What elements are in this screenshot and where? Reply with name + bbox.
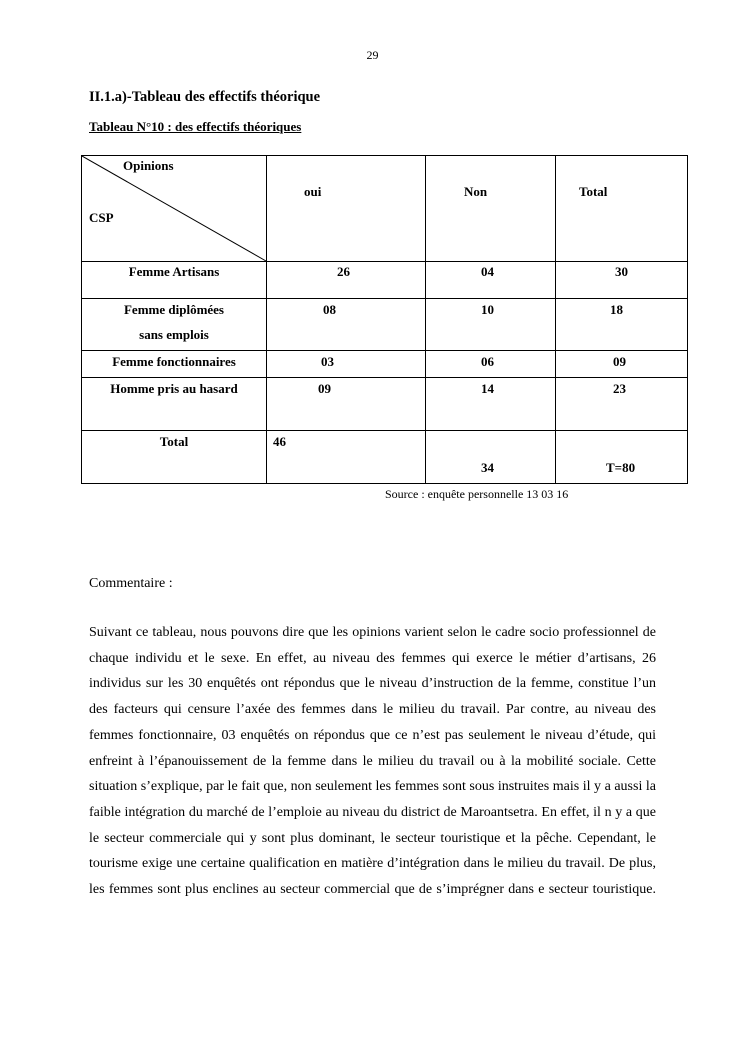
comment-paragraph: Suivant ce tableau, nous pouvons dire que les opinions varient selon le cadre socio professionnel de chaque individu et le sexe. En effet, au niveau des femmes qui exerce le métier d’artisans, 26 individus sur les 30 enquêtés ont répondus que le niveau d’instruction de la femme, constitue l’un des facteurs qui censure l’axée des femmes dans le milieu du travail. Par contre, au niveau des femmes fonctionnaire, 03 enquêtés on répondus que ce n’est pas seulement le niveau d’étude, qui enfreint à l’épanouissement de la femme dans le milieu du travail ou à la mobilité sociale. Cette situation s’explique, par le fait que, non seulement les femmes sont sous instruites mais il y a aussi la faible intégration du marché de l’emploie au niveau du district de Maroantsetra. En effet, il n y a que le secteur commerciale qui y sont plus dominant, le secteur touristique et la pêche. Cependant, le tourisme exige une certaine qualification en matière d’intégration dans le milieu du travail. De plus, les femmes sont plus enclines au secteur commercial que de s’imprégner dans e secteur touristique. [89,625,656,898]
row-oui-value: 09 [318,381,331,396]
row-oui-value: 26 [337,264,350,279]
row-label: Femme Artisans [128,264,220,279]
row-total-value: 18 [610,302,623,317]
row-non-value: 04 [481,264,494,279]
row-total-value: 09 [613,354,626,369]
row-non-value: 10 [481,302,494,317]
table-col-divider [425,156,426,483]
header-col-non: Non [464,184,488,199]
source-note: Source : enquête personnelle 13 03 16 [385,487,569,501]
comment-label: Commentaire : [89,576,173,591]
row-label-line1: Femme diplômées [123,302,225,317]
section-heading: II.1.a)-Tableau des effectifs théorique [89,89,321,105]
row-oui-value: 08 [323,302,336,317]
table-row-divider [82,298,687,299]
row-non-value: 14 [481,381,494,396]
total-non-value: 34 [481,460,494,475]
table-row-divider [82,377,687,378]
header-opinions-label: Opinions [123,158,174,173]
total-oui-value: 46 [273,434,286,449]
row-oui-value: 03 [321,354,334,369]
table-row-divider [82,350,687,351]
row-label: Homme pris au hasard [110,381,238,396]
table-row-divider [82,430,687,431]
header-col-oui: oui [304,184,322,199]
header-col-total: Total [579,184,608,199]
header-diagonal-line [82,156,267,262]
total-row-label: Total [159,434,189,449]
row-label-line2: sans emplois [139,327,209,342]
row-total-value: 23 [613,381,626,396]
page-number: 29 [366,48,379,62]
row-total-value: 30 [615,264,628,279]
table-col-divider [555,156,556,483]
grand-total-value: T=80 [606,460,636,475]
effectifs-table [81,155,688,484]
header-csp-label: CSP [89,210,114,225]
table-caption: Tableau N°10 : des effectifs théoriques [89,119,302,134]
row-label: Femme fonctionnaires [112,354,236,369]
row-non-value: 06 [481,354,494,369]
